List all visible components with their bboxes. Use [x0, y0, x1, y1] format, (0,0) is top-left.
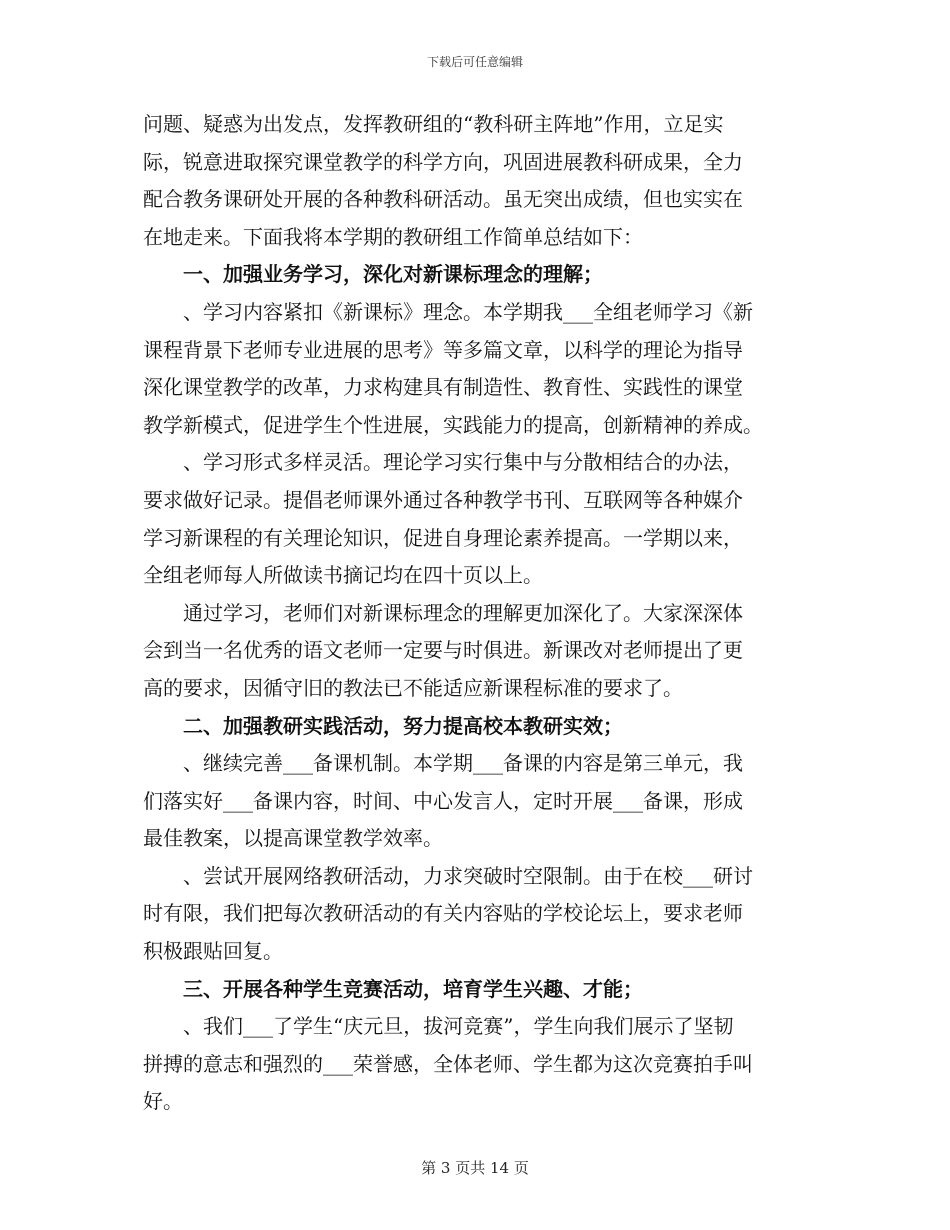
- body-text-line: 们落实好___备课内容，时间、中心发言人，定时开展___备课，形成: [143, 788, 743, 813]
- section-heading: 三、开展各种学生竞赛活动，培育学生兴趣、才能；: [183, 976, 643, 1001]
- body-text-line: 要求做好记录。提倡老师课外通过各种教学书刊、互联网等各种媒介: [143, 487, 743, 512]
- body-text-line: 、尝试开展网络教研活动，力求突破时空限制。由于在校___研讨: [183, 863, 753, 888]
- page-header-note: 下载后可任意编辑: [426, 55, 523, 69]
- body-text-line: 高的要求，因循守旧的教法已不能适应新课程标准的要求了。: [143, 675, 683, 700]
- section-heading: 二、加强教研实践活动，努力提高校本教研实效；: [183, 713, 623, 738]
- body-text-line: 课程背景下老师专业进展的思考》等多篇文章，以科学的理论为指导: [143, 337, 743, 362]
- body-text-line: 全组老师每人所做读书摘记均在四十页以上。: [143, 563, 543, 588]
- body-text-line: 深化课堂教学的改革，力求构建具有制造性、教育性、实践性的课堂: [143, 375, 743, 400]
- body-text-line: 好。: [143, 1089, 183, 1114]
- body-text-line: 、我们___了学生“庆元旦，拔河竞赛”，学生向我们展示了坚韧: [183, 1014, 734, 1039]
- section-heading: 一、加强业务学习，深化对新课标理念的理解；: [183, 262, 603, 287]
- body-text-line: 、学习内容紧扣《新课标》理念。本学期我___全组老师学习《新: [183, 299, 753, 324]
- body-text-line: 际，锐意进取探究课堂教学的科学方向，巩固进展教科研成果，全力: [143, 149, 743, 174]
- body-text-line: 时有限，我们把每次教研活动的有关内容贴的学校论坛上，要求老师: [143, 901, 743, 926]
- body-text-line: 通过学习，老师们对新课标理念的理解更加深化了。大家深深体: [183, 600, 743, 625]
- body-text-line: 最佳教案，以提高课堂教学效率。: [143, 826, 443, 851]
- body-text-line: 问题、疑惑为出发点，发挥教研组的“教科研主阵地”作用，立足实: [143, 112, 724, 136]
- document-body: [143, 106, 810, 1121]
- body-text-line: 在地走来。下面我将本学期的教研组工作简单总结如下：: [143, 224, 643, 249]
- body-text-line: 教学新模式，促进学生个性进展，实践能力的提高，创新精神的养成。: [143, 412, 763, 437]
- body-text-line: 配合教务课研处开展的各种教科研活动。虽无突出成绩，但也实实在: [143, 187, 743, 212]
- body-text-line: 学习新课程的有关理论知识，促进自身理论素养提高。一学期以来，: [143, 525, 743, 550]
- body-text-line: 、学习形式多样灵活。理论学习实行集中与分散相结合的办法，: [183, 450, 743, 475]
- body-text-line: 拼搏的意志和强烈的___荣誉感，全体老师、学生都为这次竞赛拍手叫: [143, 1051, 753, 1076]
- body-text-line: 积极跟贴回复。: [143, 939, 283, 964]
- body-text-line: 、继续完善___备课机制。本学期___备课的内容是第三单元，我: [183, 751, 743, 776]
- page-number: 第 3 页共 14 页: [421, 1159, 529, 1177]
- body-text-line: 会到当一名优秀的语文老师一定要与时俱进。新课改对老师提出了更: [143, 638, 743, 663]
